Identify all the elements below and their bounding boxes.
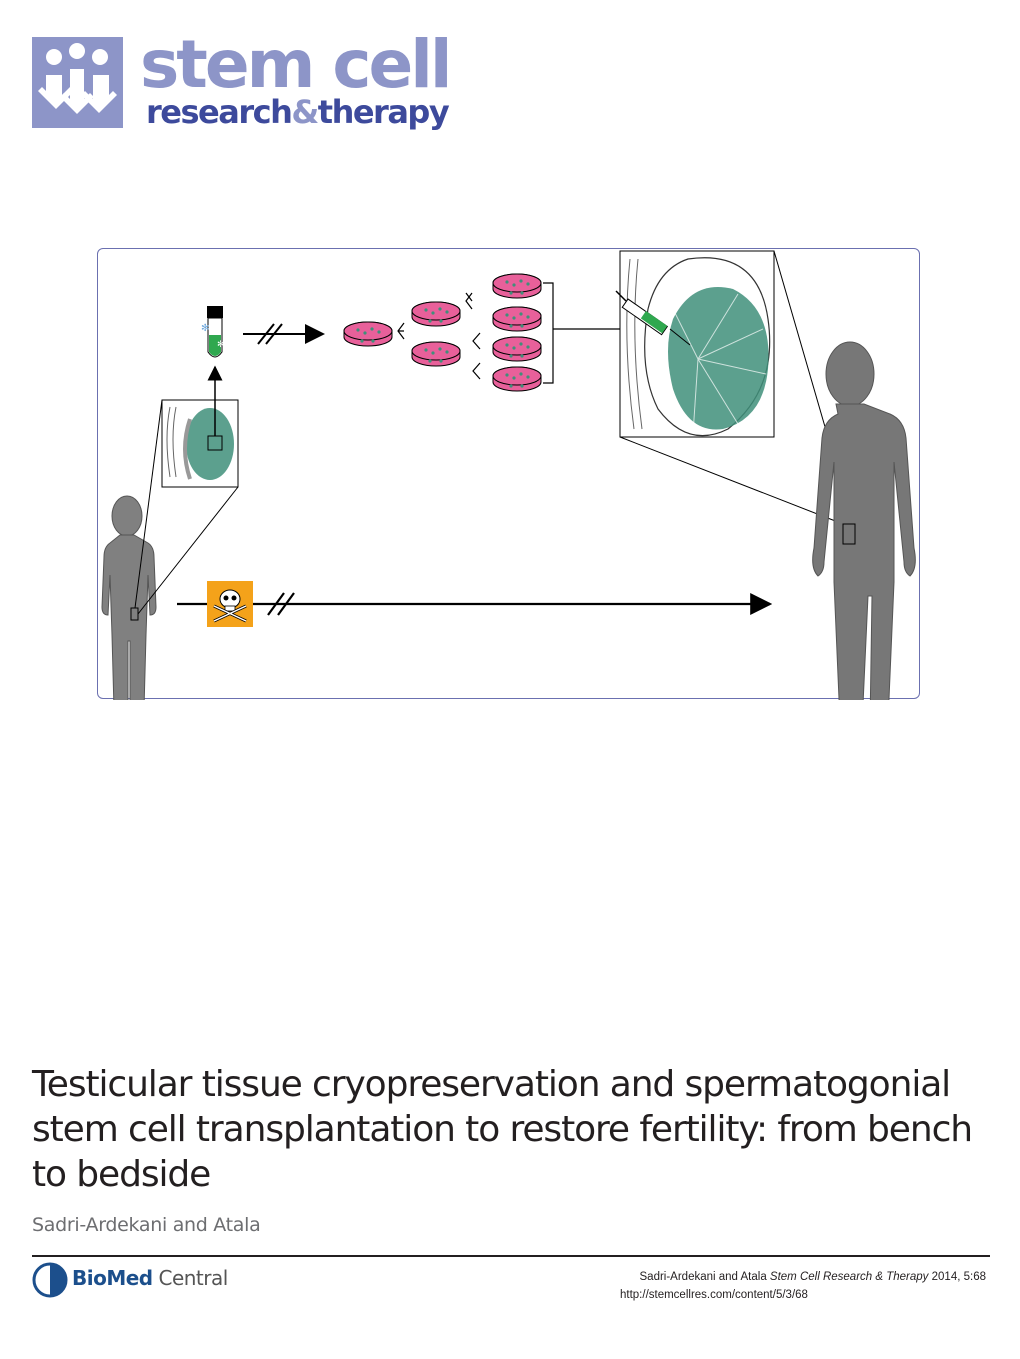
culture-dish-icon (412, 302, 460, 326)
publisher-name-regular: Central (152, 1266, 228, 1290)
journal-name-ampersand: & (291, 93, 318, 131)
adult-silhouette-icon (813, 342, 916, 700)
culture-dish-icon (493, 307, 541, 331)
citation-line (640, 1271, 987, 1283)
graphical-abstract-figure (97, 248, 920, 699)
skull-crossbones-icon (207, 581, 253, 627)
article-title: Testicular tissue cryopreservation and spermatogonial stem cell transplantation to restore fertility: from bench to bedside (32, 1064, 972, 1195)
footer-divider (32, 1255, 990, 1257)
culture-dish-icon (493, 337, 541, 361)
article-authors: Sadri-Ardekani and Atala (32, 1214, 261, 1236)
culture-dish-icon (493, 367, 541, 391)
journal-name-line1: stem cell (140, 26, 450, 103)
culture-dish-icon (412, 342, 460, 366)
svg-text:✻: ✻ (201, 323, 210, 334)
article-url[interactable]: http://stemcellres.com/content/5/3/68 (620, 1289, 808, 1301)
publisher-name (72, 1266, 228, 1290)
citation-journal: Stem Cell Research & Therapy (769, 1271, 929, 1283)
publisher-name-bold: BioMed (72, 1266, 153, 1290)
citation-authors: Sadri-Ardekani and Atala (639, 1271, 770, 1283)
adult-testis-inset (616, 251, 850, 524)
storage-arrow (243, 324, 323, 344)
treatment-arrow (177, 593, 770, 615)
journal-name-therapy: therapy (317, 93, 449, 131)
child-silhouette-icon (102, 496, 156, 700)
culture-dish-icon (344, 322, 392, 346)
journal-logo-icon (32, 37, 123, 128)
journal-name-line2 (146, 93, 449, 131)
cryovial-icon (201, 306, 225, 357)
citation-year-volume: 2014, 5:68 (928, 1271, 986, 1283)
figure-drawing (98, 249, 921, 700)
journal-name-research: research (146, 93, 292, 131)
biomed-central-logo-icon (32, 1262, 68, 1298)
svg-text:✻: ✻ (217, 340, 225, 350)
culture-dish-icon (493, 274, 541, 298)
